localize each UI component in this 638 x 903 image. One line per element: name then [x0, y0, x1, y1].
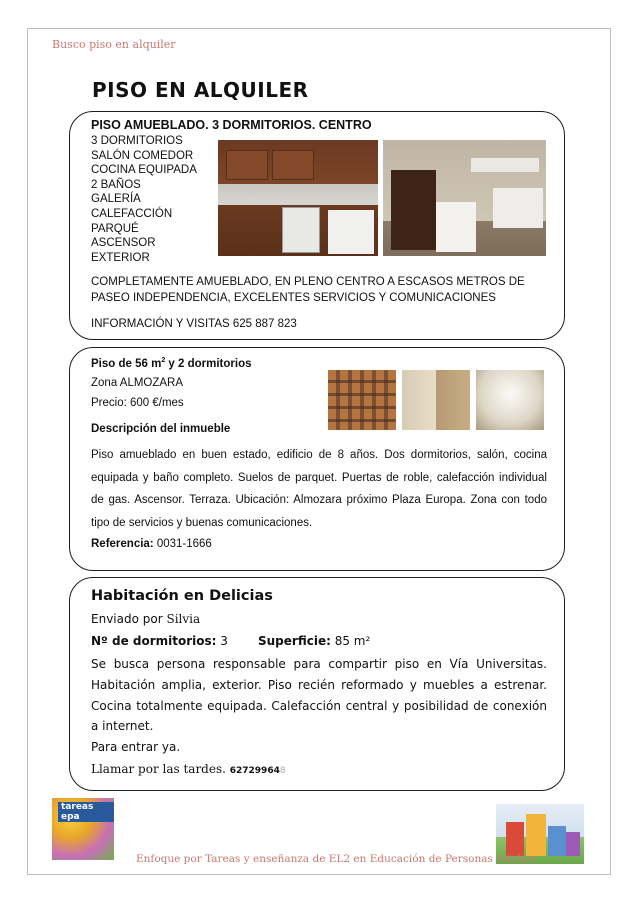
listing-title: Piso de 56 $m^2$ y 2 dormitorios: [91, 357, 252, 370]
feature-item: CALEFACCIÓN: [91, 207, 173, 220]
listing-title: PISO AMUEBLADO. 3 DORMITORIOS. CENTRO: [91, 118, 372, 132]
listing-description: COMPLETAMENTE AMUEBLADO, EN PLENO CENTRO A ESCASOS METROS DE PASEO INDEPENDENCIA, EXCELENTES SERVICIOS Y COMUNICACIONES: [91, 276, 525, 304]
building-photo: [328, 370, 396, 430]
living-room-photo: [383, 140, 546, 256]
feature-item: 2 BAÑOS: [91, 178, 141, 191]
listing-description: Piso amueblado en buen estado, edificio de 8 años. Dos dormitorios, salón, cocina equipada y baño completo. Suelos de parquet. Puertas de roble, calefacción individual de gas. Ascensor. Terraza. Ubicación: Almozara próximo Plaza Europa. Zona con todo tipo de servicios y buenas comunicaciones.: [91, 449, 547, 529]
listing-contact: INFORMACIÓN Y VISITAS 625 887 823: [91, 318, 297, 330]
listing-description: Se busca persona responsable para compartir piso en Vía Universitas. Habitación amplia, exterior. Piso recién reformado y muebles a estrenar. Cocina totalmente equipada. Calefacción central y posibilidad de conexión a internet. Para entrar ya.: [91, 654, 547, 758]
feature-item: ASCENSOR: [91, 237, 156, 250]
room-photo: [476, 370, 544, 430]
room-photo: [402, 370, 470, 430]
kitchen-photo: [218, 140, 378, 256]
price-text: Precio: 600 €/mes: [91, 397, 184, 409]
listing-card-3: [69, 577, 565, 791]
zone-text: Zona ALMOZARA: [91, 377, 184, 389]
feature-item: GALERÍA: [91, 193, 141, 206]
footer-text: Enfoque por Tareas y enseñanza de EL2 en Educación de Personas Adultas: [136, 853, 537, 865]
area-text: Superficie: 85 m²: [258, 634, 371, 648]
listing-title: Habitación en Delicias: [91, 588, 273, 604]
rooms-text: Nº de dormitorios: 3: [91, 634, 228, 648]
description-heading: Descripción del inmueble: [91, 423, 231, 435]
enter-text: Para entrar ya.: [91, 740, 181, 755]
feature-item: 3 DORMITORIOS: [91, 135, 183, 147]
phone-number: 62729964: [229, 766, 280, 776]
header-text: Busco piso en alquiler: [52, 38, 176, 51]
listing-card-1: [69, 111, 565, 340]
listing-card-2: [69, 347, 565, 571]
features-list: [91, 134, 197, 265]
page-title: PISO EN ALQUILER: [92, 78, 309, 102]
feature-item: SALÓN COMEDOR: [91, 149, 194, 162]
feature-item: PARQUÉ: [91, 222, 139, 235]
sent-by-text: Enviado por Silvia: [91, 612, 201, 626]
tareas-epa-logo: tareas epa: [52, 798, 114, 860]
call-text: Llamar por las tardes. 627299648: [91, 762, 286, 776]
feature-item: COCINA EQUIPADA: [91, 164, 197, 177]
feature-item: EXTERIOR: [91, 251, 150, 264]
reference-text: Referencia: 0031-1666: [91, 538, 212, 550]
